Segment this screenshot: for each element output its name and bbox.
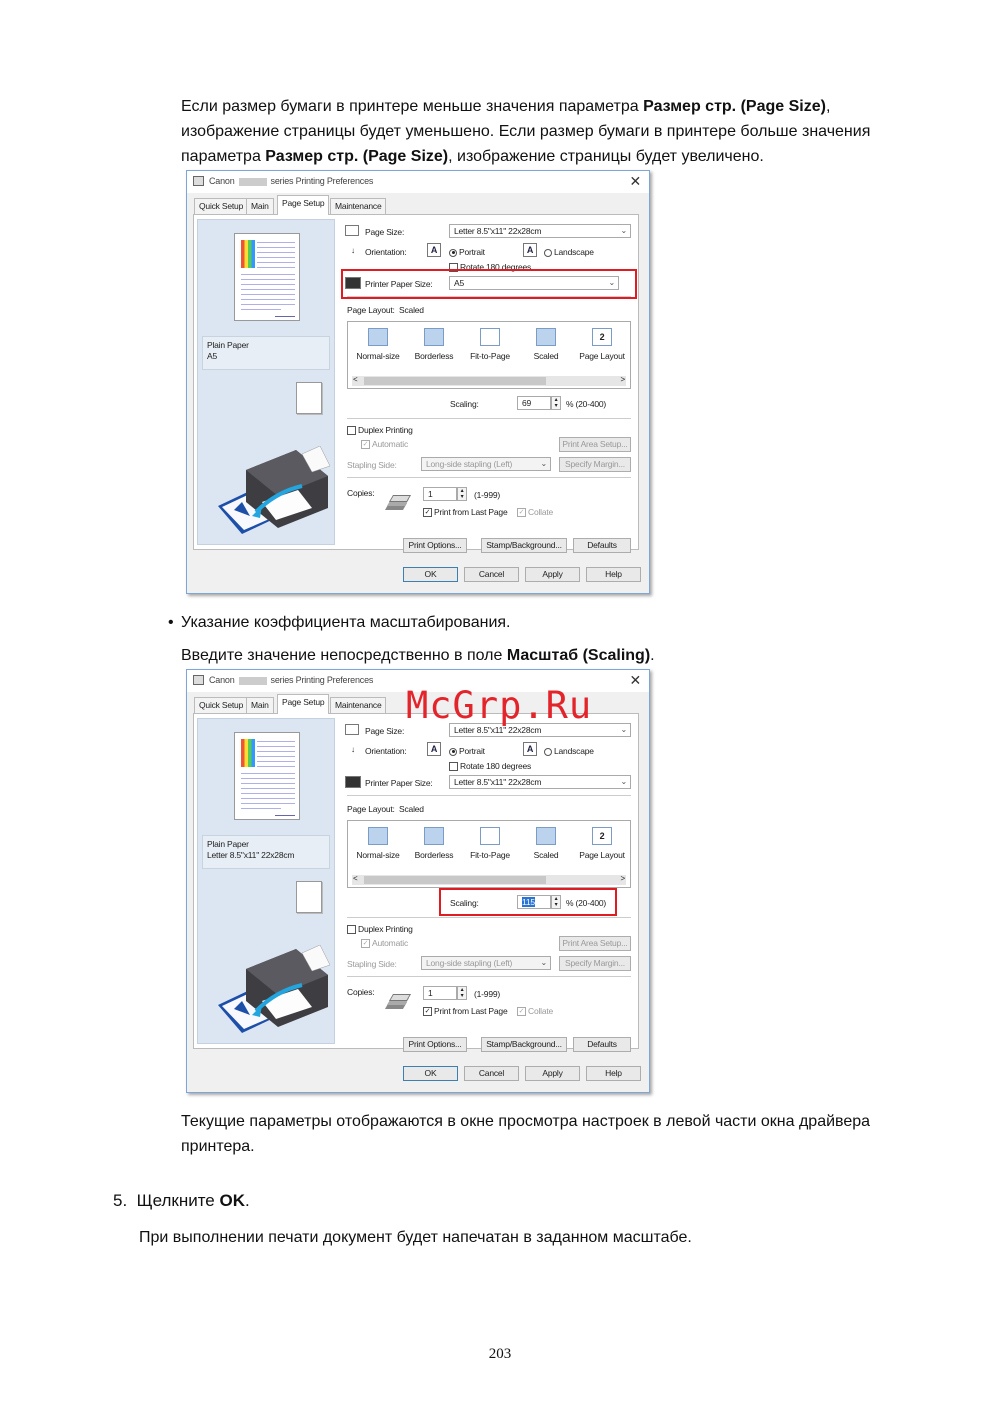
layout-scaled[interactable]: Scaled [533,351,559,361]
separator [347,976,631,977]
stapling-side-label: Stapling Side: [347,959,397,969]
chevron-down-icon: ⌄ [620,725,627,734]
page-layout-icon[interactable]: 2 [592,328,612,346]
copies-spinner[interactable]: ▴ ▾ [457,986,467,1000]
scroll-thumb[interactable] [364,377,546,385]
tab-quick-setup[interactable]: Quick Setup [194,198,248,214]
page-layout-list [347,321,631,389]
page-layout-list [347,820,631,888]
scaling-input[interactable]: 115 [517,895,551,909]
intro-line-3: параметра Размер стр. (Page Size), изображение страницы будет увеличено. [181,148,764,165]
copies-input[interactable]: 1 [423,986,457,1000]
layout-scaled[interactable]: Scaled [533,850,559,860]
highlight-box [439,888,617,916]
scroll-right-icon[interactable]: > [620,375,625,384]
step-number: 5. [113,1191,128,1210]
landscape-icon: A [523,243,537,257]
media-type: Plain Paper [207,340,249,350]
stapling-side-select[interactable]: Long-side stapling (Left) ⌄ [421,457,551,471]
paper-sheet-icon [296,382,322,414]
watermark: McGrp.Ru [406,684,593,727]
settings-preview [197,219,335,545]
scaling-label: Scaling: [450,898,479,908]
layout-fit-to-page[interactable]: Fit-to-Page [470,850,510,860]
chevron-down-icon: ⌄ [620,226,627,235]
preview-note-line-2: принтера. [181,1138,255,1155]
printer-icon [193,176,204,186]
separator [347,795,631,796]
tab-maintenance[interactable]: Maintenance [330,697,386,713]
chevron-down-icon: ⌄ [620,777,627,786]
printer-icon [193,675,204,685]
media-info [202,336,330,370]
cancel-button[interactable]: Cancel [464,1066,519,1081]
printer-paper-size-label: Printer Paper Size: [365,778,433,788]
page-preview [234,233,300,321]
tab-maintenance[interactable]: Maintenance [330,198,386,214]
orientation-label: Orientation: [365,746,407,756]
print-options-button[interactable]: Print Options... [403,538,467,553]
bullet-mark: • [168,614,174,631]
separator [347,917,631,918]
stapling-side-label: Stapling Side: [347,460,397,470]
scaled-icon[interactable] [536,827,556,845]
scroll-left-icon[interactable]: < [353,874,358,883]
layout-normal-size[interactable]: Normal-size [356,351,400,361]
defaults-button[interactable]: Defaults [573,1037,631,1052]
page-size-label: Page Size: [365,227,405,237]
media-type: Plain Paper [207,839,249,849]
page-size-select[interactable]: Letter 8.5"x11" 22x28cm ⌄ [449,224,631,238]
orientation-arrow-icon: ↓ [351,246,355,255]
scroll-right-icon[interactable]: > [620,874,625,883]
scaling-spinner[interactable]: ▴ ▾ [551,895,561,909]
settings-preview [197,718,335,1044]
printer-paper-size-select[interactable]: A5 ⌄ [449,276,619,290]
printer-paper-icon [345,776,361,788]
tab-main[interactable]: Main [246,697,274,713]
copies-spinner[interactable]: ▴ ▾ [457,487,467,501]
scroll-left-icon[interactable]: < [353,375,358,384]
window-title: Canon series Printing Preferences [209,675,374,685]
duplex-checkbox[interactable]: Duplex Printing [347,924,413,934]
page-size-label: Page Size: [365,726,405,736]
layout-scrollbar[interactable] [352,875,626,885]
copies-stack-icon [385,994,409,1012]
highlight-box [341,269,637,299]
stamp-background-button[interactable]: Stamp/Background... [481,538,567,553]
scaling-range: % (20-400) [566,898,607,908]
color-stripe [241,240,255,268]
landscape-radio[interactable]: Landscape [544,746,594,756]
scaling-spinner[interactable]: ▴ ▾ [551,396,561,410]
fit-to-page-icon[interactable] [480,328,500,346]
borderless-icon[interactable] [424,328,444,346]
normal-size-icon[interactable] [368,827,388,845]
tab-page-setup[interactable]: Page Setup [277,694,329,714]
orientation-arrow-icon: ↓ [351,745,355,754]
chevron-down-icon: ⌄ [540,958,547,967]
bullet-item [168,610,174,635]
layout-page-layout[interactable]: Page Layout [579,351,625,361]
page-number: 203 [488,1346,512,1362]
bullet-text: Указание коэффициента масштабирования. [181,614,511,631]
tab-page-setup[interactable]: Page Setup [277,195,329,215]
layout-scrollbar[interactable] [352,376,626,386]
portrait-radio[interactable]: Portrait [449,247,485,257]
copies-label: Copies: [347,488,375,498]
layout-normal-size[interactable]: Normal-size [356,850,400,860]
close-icon[interactable]: ✕ [629,173,641,189]
ok-button[interactable]: OK [403,1066,458,1081]
portrait-icon: A [427,742,441,756]
media-size: Letter 8.5"x11" 22x28cm [207,850,295,860]
defaults-button[interactable]: Defaults [573,538,631,553]
rotate-checkbox[interactable]: Rotate 180 degrees [449,262,531,272]
portrait-icon: A [427,243,441,257]
automatic-checkbox[interactable]: ✓ Automatic [362,938,408,948]
layout-page-layout[interactable]: Page Layout [579,850,625,860]
page-layout-label: Page Layout: Scaled [347,305,424,315]
borderless-icon[interactable] [424,827,444,845]
copies-input[interactable]: 1 [423,487,457,501]
scaling-range: % (20-400) [566,399,607,409]
page-preview [234,732,300,820]
help-button[interactable]: Help [586,1066,641,1081]
intro-paragraph [181,94,971,169]
layout-fit-to-page[interactable]: Fit-to-Page [470,351,510,361]
chevron-down-icon: ⌄ [608,278,615,287]
copies-range: (1-999) [474,989,501,999]
layout-borderless[interactable]: Borderless [414,351,454,361]
apply-button[interactable]: Apply [525,1066,580,1081]
intro-line-2: изображение страницы будет уменьшено. Если размер бумаги в принтере больше значения [181,123,871,140]
stamp-background-button[interactable]: Stamp/Background... [481,1037,567,1052]
normal-size-icon[interactable] [368,328,388,346]
scaling-label: Scaling: [450,399,479,409]
scaled-icon[interactable] [536,328,556,346]
bullet-instruction: Введите значение непосредственно в поле Масштаб (Scaling). [181,647,655,664]
page-layout-icon[interactable]: 2 [592,827,612,845]
title-bar [187,171,649,193]
duplex-checkbox[interactable]: Duplex Printing [347,425,413,435]
rotate-checkbox[interactable]: Rotate 180 degrees [449,761,531,771]
print-options-button[interactable]: Print Options... [403,1037,467,1052]
print-area-setup-button[interactable]: Print Area Setup... [559,936,631,951]
help-button[interactable]: Help [586,567,641,582]
copies-range: (1-999) [474,490,501,500]
separator [347,418,631,419]
copies-stack-icon [385,495,409,513]
printer-paper-size-select[interactable]: Letter 8.5"x11" 22x28cm ⌄ [449,775,631,789]
copies-label: Copies: [347,987,375,997]
printer-illustration-icon [216,945,332,1033]
window-title: Canon series Printing Preferences [209,176,374,186]
paper-sheet-icon [296,881,322,913]
page-size-icon [345,724,359,735]
page-layout-label: Page Layout: Scaled [347,804,424,814]
page-size-select[interactable]: Letter 8.5"x11" 22x28cm ⌄ [449,723,631,737]
ok-button[interactable]: OK [403,567,458,582]
collate-checkbox[interactable]: ✓ Collate [518,1006,554,1016]
automatic-checkbox[interactable]: ✓ Automatic [362,439,408,449]
color-stripe [241,739,255,767]
landscape-icon: A [523,742,537,756]
apply-button[interactable]: Apply [525,567,580,582]
media-info [202,835,330,869]
chevron-down-icon: ⌄ [540,459,547,468]
landscape-radio[interactable]: Landscape [544,247,594,257]
preview-note [181,1109,971,1159]
portrait-radio[interactable]: Portrait [449,746,485,756]
fit-to-page-icon[interactable] [480,827,500,845]
step-5: 5. Щелкните OK. [113,1191,250,1210]
printer-paper-size-label: Printer Paper Size: [365,279,433,289]
media-size: A5 [207,351,217,361]
print-from-last-page-checkbox[interactable]: ✓ Print from Last Page [424,507,508,517]
preview-note-line-1: Текущие параметры отображаются в окне просмотра настроек в левой части окна драйвера [181,1113,871,1130]
scaling-input[interactable]: 69 [517,396,551,410]
layout-borderless[interactable]: Borderless [414,850,454,860]
stapling-side-select[interactable]: Long-side stapling (Left) ⌄ [421,956,551,970]
orientation-label: Orientation: [365,247,407,257]
scroll-thumb[interactable] [364,876,546,884]
tab-quick-setup[interactable]: Quick Setup [194,697,248,713]
print-from-last-page-checkbox[interactable]: ✓ Print from Last Page [424,1006,508,1016]
specify-margin-button[interactable]: Specify Margin... [559,457,631,472]
printing-preferences-dialog-2 [186,669,650,1093]
cancel-button[interactable]: Cancel [464,567,519,582]
print-area-setup-button[interactable]: Print Area Setup... [559,437,631,452]
separator [347,477,631,478]
page-size-icon [345,225,359,236]
close-icon[interactable]: ✕ [629,672,641,688]
printer-illustration-icon [216,446,332,534]
intro-line-1: Если размер бумаги в принтере меньше значения параметра Размер стр. (Page Size), [181,98,831,115]
specify-margin-button[interactable]: Specify Margin... [559,956,631,971]
collate-checkbox[interactable]: ✓ Collate [518,507,554,517]
tab-main[interactable]: Main [246,198,274,214]
printing-preferences-dialog-1 [186,170,650,594]
step-5-result: При выполнении печати документ будет напечатан в заданном масштабе. [139,1229,692,1246]
